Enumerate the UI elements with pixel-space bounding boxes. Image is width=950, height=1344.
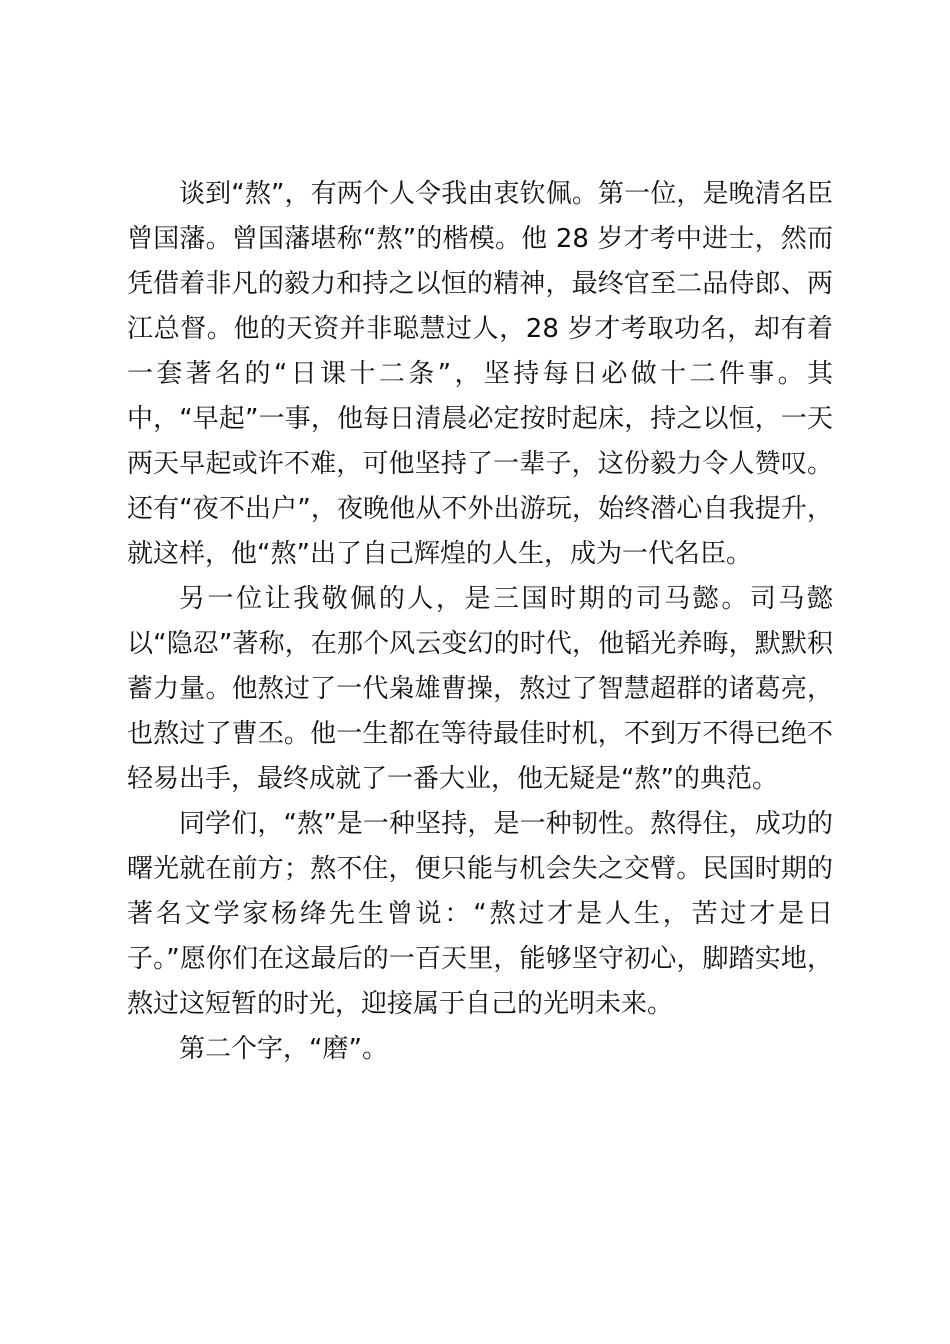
paragraph-students: 同学们，“熬”是一种坚持，是一种韧性。熬得住，成功的曙光就在前方；熬不住，便只能与机会失之交臂。民国时期的著名文学家杨绛先生曾说：“熬过才是人生，苦过才是日子。”愿你们在这最后的一百天里，能够坚守初心，脚踏实地，熬过这短暂的时光，迎接属于自己的光明未来。 bbox=[127, 809, 833, 1019]
document-body bbox=[127, 172, 833, 1072]
paragraph-second-word: 第二个字，“磨”。 bbox=[179, 1034, 388, 1064]
paragraph-sima-yi: 另一位让我敬佩的人，是三国时期的司马懿。司马懿以“隐忍”著称，在那个风云变幻的时代，他韬光养晦，默默积蓄力量。他熬过了一代枭雄曹操，熬过了智慧超群的诸葛亮，也熬过了曹丕。他一生都在等待最佳时机，不到万不得已绝不轻易出手，最终成就了一番大业，他无疑是“熬”的典范。 bbox=[127, 584, 833, 794]
paragraph-zeng-guofan: 谈到“熬”，有两个人令我由衷钦佩。第一位，是晚清名臣曾国藩。曾国藩堪称“熬”的楷模。他 28 岁才考中进士，然而凭借着非凡的毅力和持之以恒的精神，最终官至二品侍郎、两江总督。他的天资并非聪慧过人，28 岁才考取功名，却有着一套著名的“日课十二条”，坚持每日必做十二件事。其中，“早起”一事，他每日清晨必定按时起床，持之以恒，一天两天早起或许不难，可他坚持了一辈子，这份毅力令人赞叹。还有“夜不出户”，夜晚他从不外出游玩，始终潜心自我提升，就这样，他“熬”出了自己辉煌的人生，成为一代名臣。 bbox=[127, 179, 833, 569]
